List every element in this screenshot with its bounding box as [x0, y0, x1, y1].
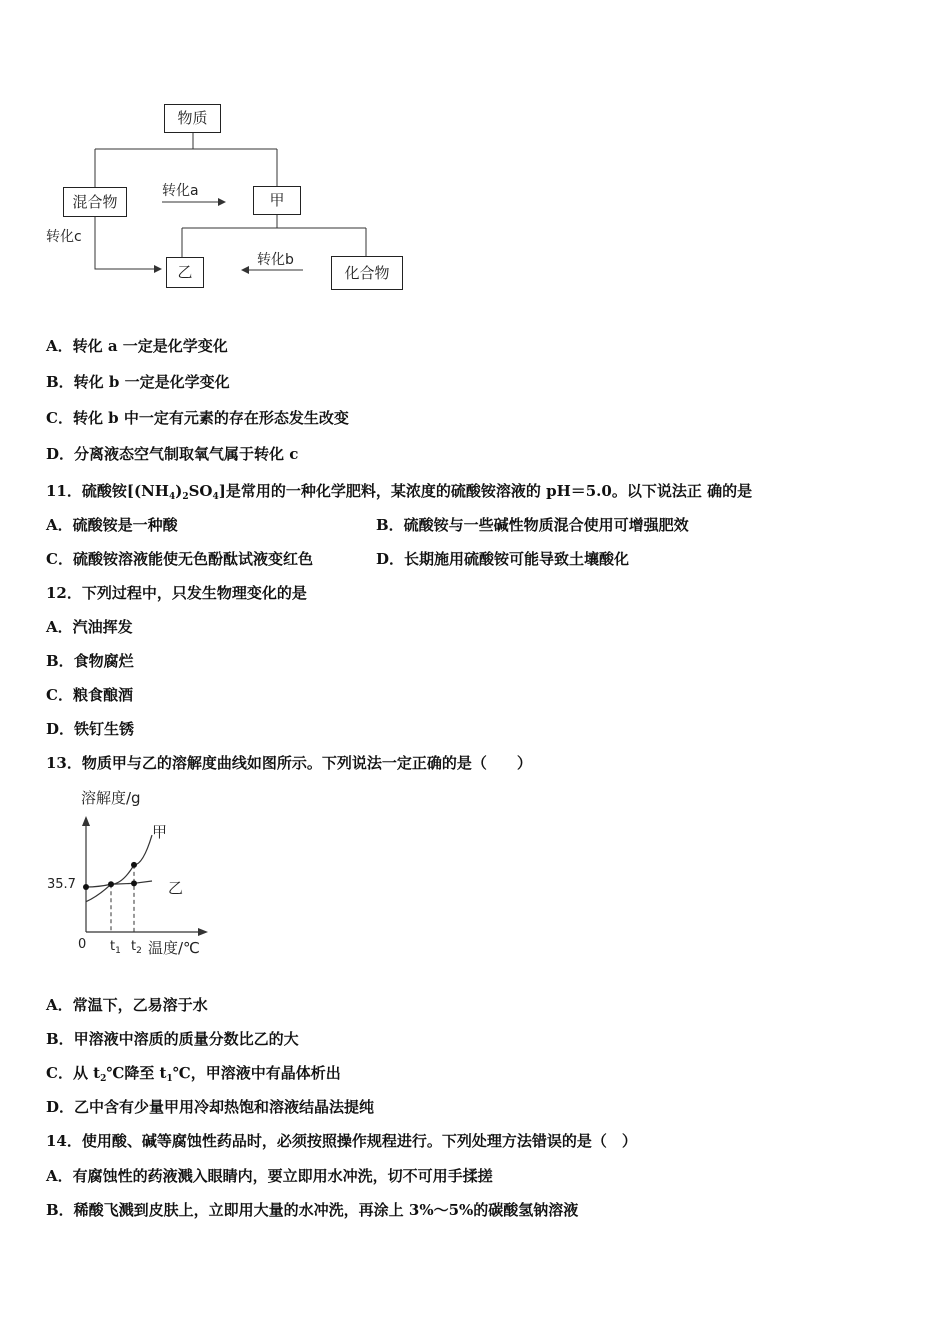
q14-option-b: B．稀酸飞溅到皮肤上，立即用大量的水冲洗，再涂上 3%～5%的碳酸氢钠溶液: [46, 1201, 579, 1219]
chart-point-2: [108, 881, 114, 887]
q14-option-a: A．有腐蚀性的药液溅入眼睛内，要立即用水冲洗，切不可用手揉搓: [46, 1167, 493, 1185]
label-transform-b: 转化b: [257, 252, 294, 268]
q11-option-b: B．硫酸铵与一些碱性物质混合使用可增强肥效: [376, 516, 689, 534]
q10-option-d: D．分离液态空气制取氧气属于转化 c: [46, 445, 299, 463]
chart-point-4: [131, 880, 137, 886]
q10-option-a: A．转化 a 一定是化学变化: [46, 337, 228, 355]
box-yi: 乙: [166, 257, 204, 288]
label-transform-a: 转化a: [162, 183, 199, 199]
chart-series-yi-label: 乙: [168, 879, 184, 897]
box-jia: 甲: [253, 186, 301, 215]
chart-series-jia-label: 甲: [152, 823, 168, 841]
chart-x-tick-t2: $t_2$: [131, 939, 142, 956]
q13-option-b: B．甲溶液中溶质的质量分数比乙的大: [46, 1030, 299, 1048]
q12-option-c: C．粮食酿酒: [46, 686, 133, 704]
q12-stem: 12．下列过程中，只发生物理变化的是: [46, 584, 307, 602]
chart-y-label: 溶解度/g: [81, 789, 141, 807]
label-transform-c: 转化c: [46, 229, 82, 245]
chart-series-jia-line: [86, 835, 152, 887]
chart-x-axis-arrow: [198, 928, 208, 936]
q14-stem: 14．使用酸、碱等腐蚀性药品时，必须按照操作规程进行。下列处理方法错误的是（ ）: [46, 1132, 637, 1150]
q11-stem: 11．硫酸铵$[(NH_4)_2SO_4]$是常用的一种化学肥料，某浓度的硫酸铵溶液的 pH＝5.0。以下说法正 确的是: [46, 482, 753, 502]
q12-option-b: B．食物腐烂: [46, 652, 134, 670]
q13-option-a: A．常温下，乙易溶于水: [46, 996, 208, 1014]
chart-y-axis-arrow: [82, 816, 90, 826]
box-compound: 化合物: [331, 256, 403, 290]
chart-x-tick-t1: $t_1$: [110, 939, 121, 956]
q13-stem: 13．物质甲与乙的溶解度曲线如图所示。下列说法一定正确的是（ ）: [46, 754, 532, 772]
chart-y-tick-label: 35.7: [47, 877, 76, 892]
q13-option-d: D．乙中含有少量甲用冷却热饱和溶液结晶法提纯: [46, 1098, 375, 1116]
q11-option-a: A．硫酸铵是一种酸: [46, 516, 178, 534]
chart-point-1: [83, 884, 89, 890]
q11-option-d: D．长期施用硫酸铵可能导致土壤酸化: [376, 550, 630, 568]
box-mixture: 混合物: [63, 187, 127, 217]
q10-option-b: B．转化 b 一定是化学变化: [46, 373, 230, 391]
q13-option-c: C．从 $t_2℃$降至 $t_1℃$，甲溶液中有晶体析出: [46, 1064, 341, 1084]
q11-option-c: C．硫酸铵溶液能使无色酚酞试液变红色: [46, 550, 313, 568]
chart-x-label: 温度/℃: [148, 939, 200, 957]
chart-series-yi-line: [86, 881, 152, 902]
chart-point-3: [131, 862, 137, 868]
q10-option-c: C．转化 b 中一定有元素的存在形态发生改变: [46, 409, 349, 427]
q12-option-d: D．铁钉生锈: [46, 720, 135, 738]
chart-origin-label: 0: [78, 937, 87, 952]
box-substance: 物质: [164, 104, 221, 133]
q12-option-a: A．汽油挥发: [46, 618, 133, 636]
